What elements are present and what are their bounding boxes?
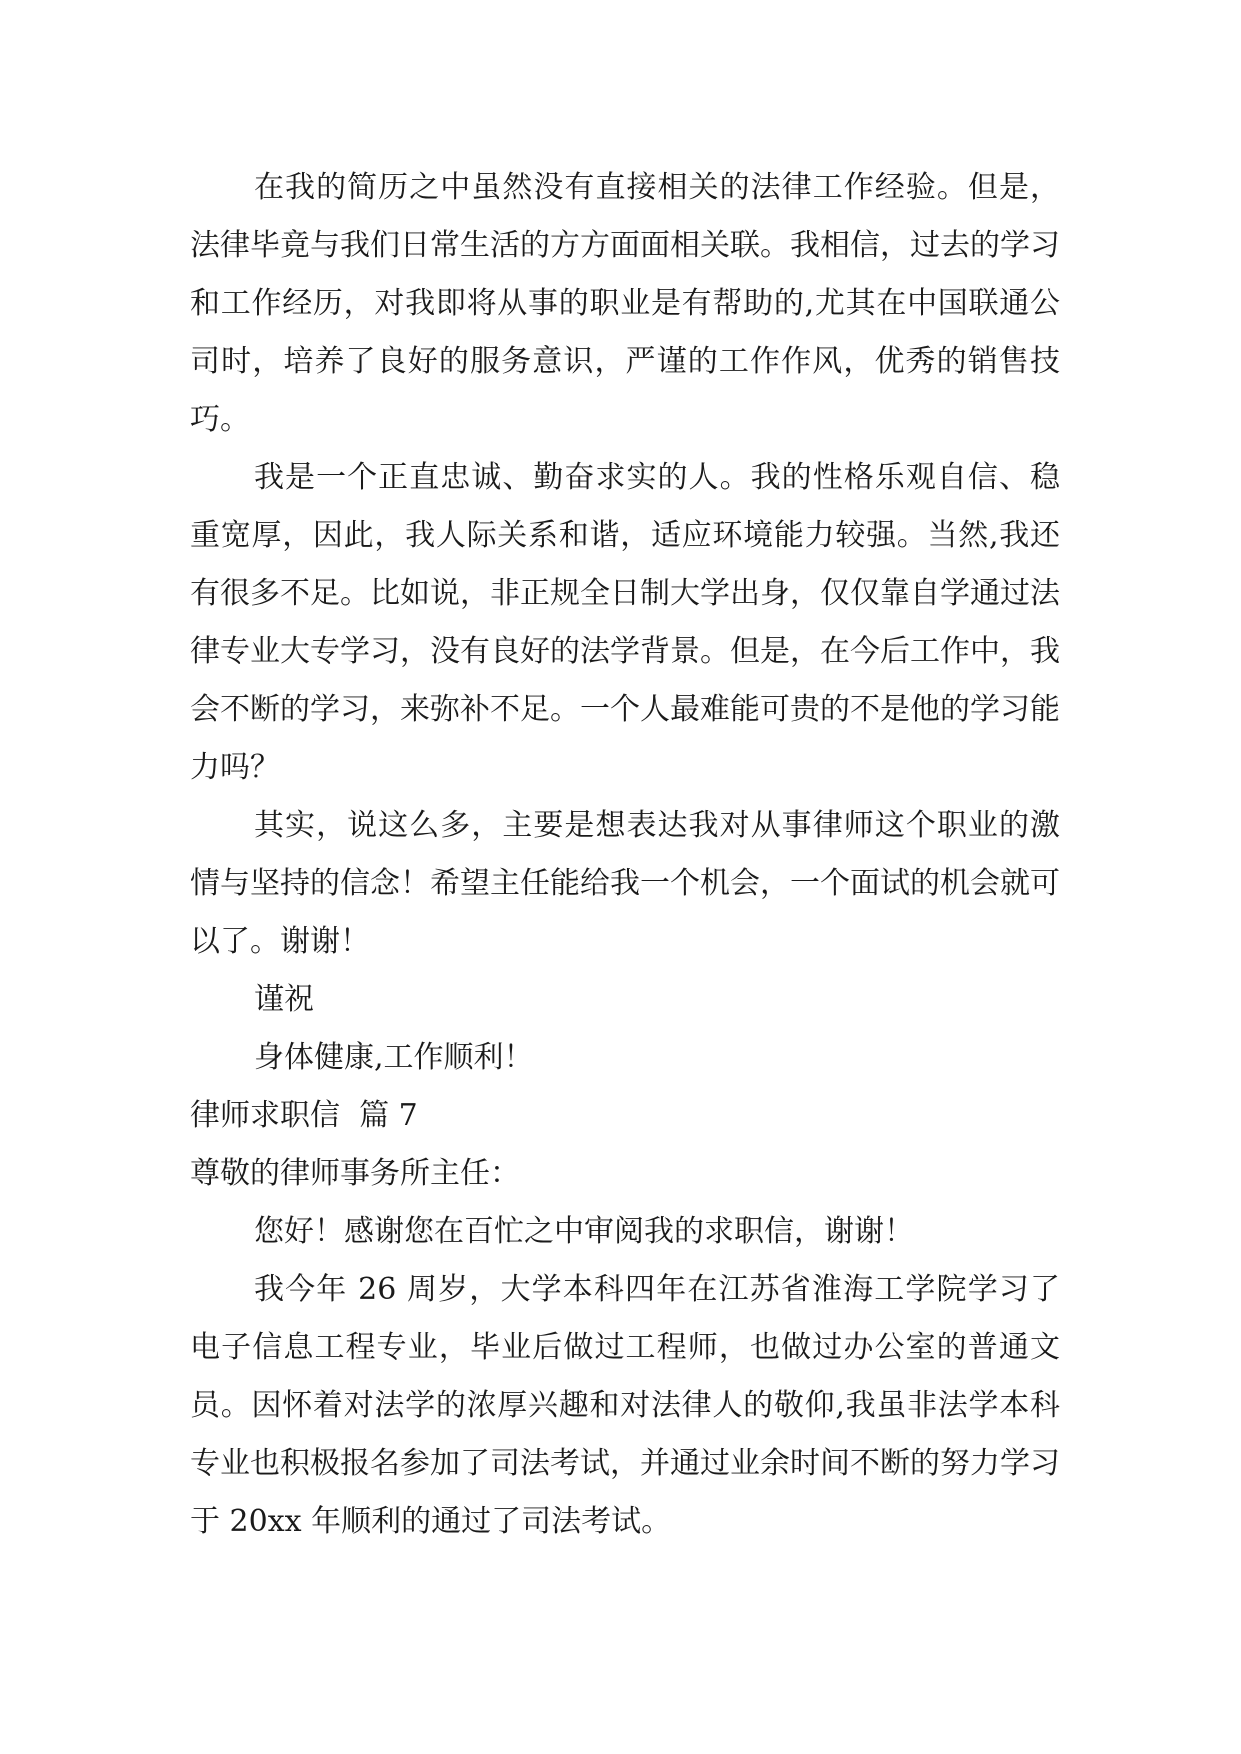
paragraph-background: 我今年 26 周岁，大学本科四年在江苏省淮海工学院学习了电子信息工程专业，毕业后做过工程师，也做过办公室的普通文员。因怀着对法学的浓厚兴趣和对法律人的敬仰,我虽非法学本科专业也积极报名参加了司法考试，并通过业余时间不断的努力学习于 20xx 年顺利的通过了司法考试。	[190, 1272, 1060, 1539]
closing-wish: 身体健康,工作顺利！	[254, 1040, 534, 1075]
paragraph-character: 我是一个正直忠诚、勤奋求实的人。我的性格乐观自信、稳重宽厚，因此，我人际关系和谐，适应环境能力较强。当然,我还有很多不足。比如说，非正规全日制大学出身，仅仅靠自学通过法律专业大专学习，没有良好的法学背景。但是，在今后工作中，我会不断的学习，来弥补不足。一个人最难能可贵的不是他的学习能力吗？	[190, 460, 1060, 785]
paragraph-experience: 在我的简历之中虽然没有直接相关的法律工作经验。但是，法律毕竟与我们日常生活的方方面面相关联。我相信，过去的学习和工作经历，对我即将从事的职业是有帮助的,尤其在中国联通公司时，培养了良好的服务意识，严谨的工作作风，优秀的销售技巧。	[190, 170, 1060, 437]
paragraph-greeting: 您好！感谢您在百忙之中审阅我的求职信，谢谢！	[254, 1214, 914, 1249]
paragraph-passion: 其实，说这么多，主要是想表达我对从事律师这个职业的激情与坚持的信念！希望主任能给我一个机会，一个面试的机会就可以了。谢谢！	[190, 808, 1060, 959]
salutation: 尊敬的律师事务所主任：	[190, 1156, 520, 1191]
closing-greeting: 谨祝	[254, 982, 314, 1017]
document-body	[190, 159, 1060, 1551]
section-title: 律师求职信 篇 7	[190, 1098, 418, 1133]
